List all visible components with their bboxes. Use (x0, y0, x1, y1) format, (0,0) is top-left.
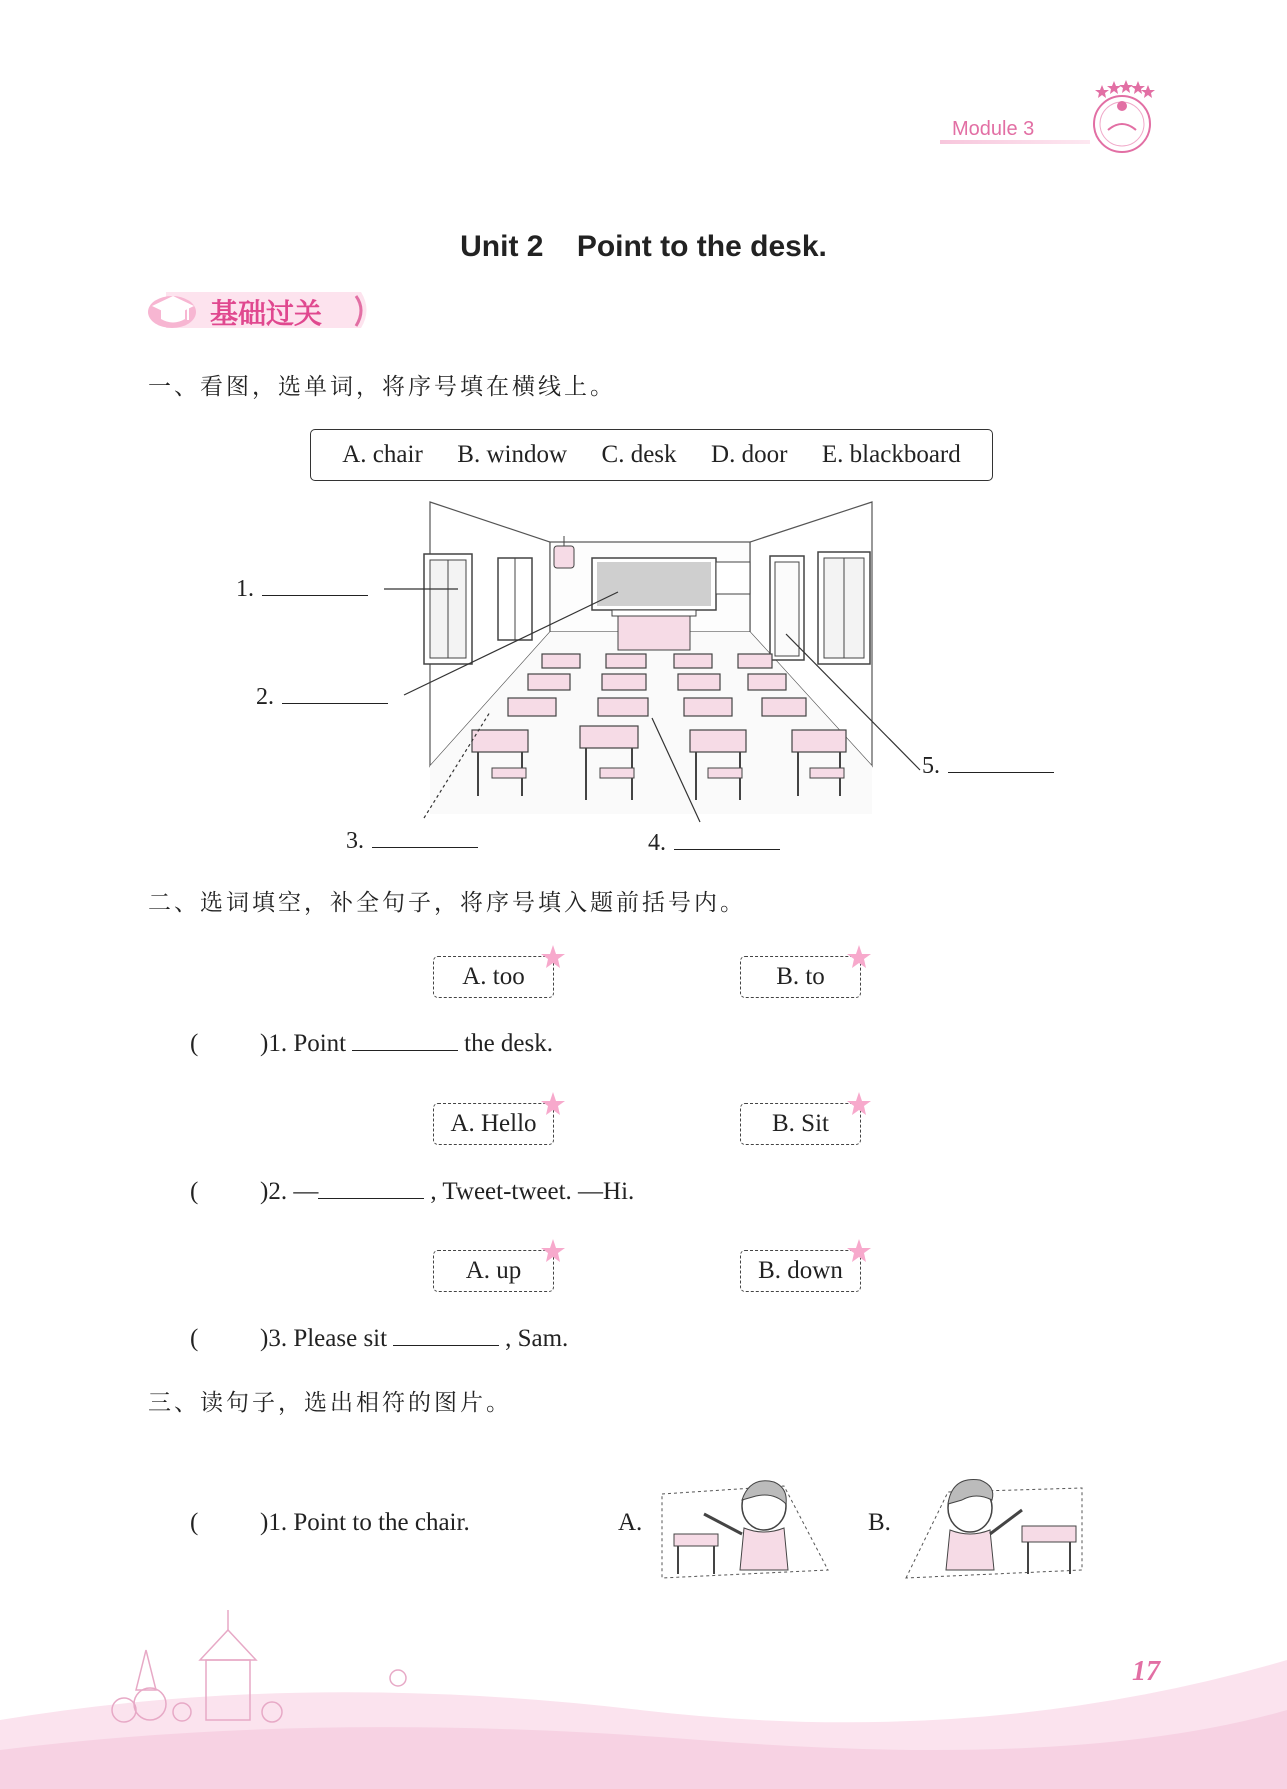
section2-title: 二、选词填空，补全句子，将序号填入题前括号内。 (148, 890, 746, 916)
blank-2: 2. (256, 683, 388, 711)
word-options-box (310, 429, 993, 481)
publisher-logo (1086, 78, 1158, 158)
choice-3a: A. up (433, 1250, 554, 1292)
question-2-2: ( )2. — , Tweet-tweet. —Hi. (190, 1178, 635, 1205)
picture-a-boy-pointing-chair (658, 1470, 830, 1582)
star-icon (846, 1238, 872, 1264)
blank-1: 1. (236, 575, 368, 603)
option-desk: C. desk (601, 441, 677, 468)
banner-label: 基础过关 (210, 297, 323, 330)
module-label: Module 3 (952, 118, 1035, 140)
star-icon (540, 1238, 566, 1264)
choice-2b: B. Sit (740, 1103, 861, 1145)
blank-4: 4. (648, 829, 780, 857)
picture-b-boy-pointing-desk (904, 1470, 1086, 1582)
unit-title: Unit 2 Point to the desk. (460, 230, 827, 263)
blank-5: 5. (922, 752, 1054, 780)
option-b-label: B. (868, 1509, 891, 1536)
star-icon (846, 1091, 872, 1117)
option-window: B. window (457, 441, 568, 468)
star-icon (540, 944, 566, 970)
blank-3: 3. (346, 827, 478, 855)
question-3-1: ( )1. Point to the chair. (190, 1509, 470, 1536)
page-number: 17 (1132, 1656, 1160, 1687)
section1-title: 一、看图，选单词，将序号填在横线上。 (148, 374, 616, 400)
section3-title: 三、读句子，选出相符的图片。 (148, 1390, 512, 1416)
choice-1b: B. to (740, 956, 861, 998)
option-door: D. door (711, 441, 788, 468)
graduation-cap-icon (150, 292, 196, 328)
footer-decoration (0, 1600, 1287, 1789)
classroom-illustration (420, 496, 882, 814)
choice-3b: B. down (740, 1250, 861, 1292)
option-blackboard: E. blackboard (821, 441, 961, 468)
question-2-3: ( )3. Please sit , Sam. (190, 1325, 569, 1352)
choice-1a: A. too (433, 956, 554, 998)
question-2-1: ( )1. Point the desk. (190, 1030, 553, 1057)
header-divider (940, 140, 1090, 144)
star-icon (540, 1091, 566, 1117)
star-icon (846, 944, 872, 970)
choice-2a: A. Hello (433, 1103, 554, 1145)
option-chair: A. chair (342, 441, 423, 468)
option-a-label: A. (618, 1509, 643, 1536)
